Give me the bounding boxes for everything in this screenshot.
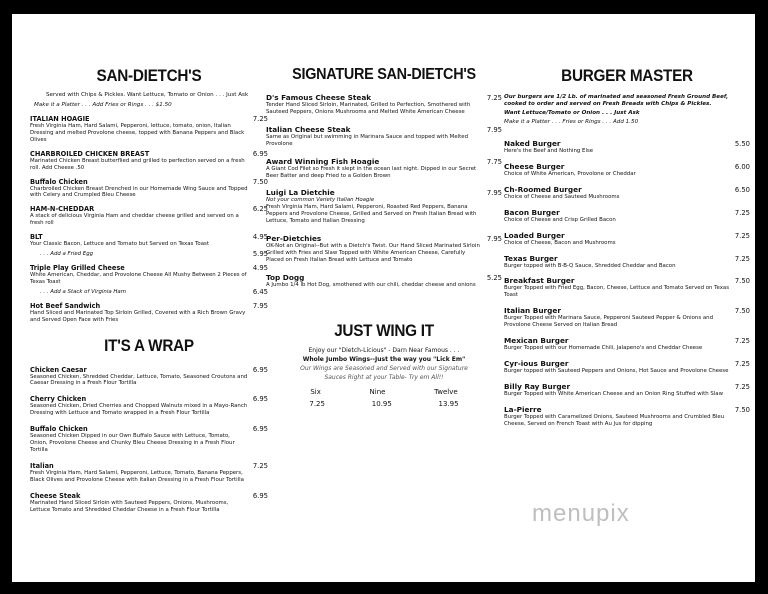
addon-price: 5.95 bbox=[252, 250, 268, 259]
item-name: Top Dogg bbox=[266, 272, 305, 282]
item-name: D's Famous Cheese Steak bbox=[266, 93, 372, 102]
wrap-list bbox=[30, 366, 268, 514]
item-description: Seasoned Chicken, Dried Cherries and Chopped Walnuts mixed in a Mayo-Ranch Dressing with Lettuce and Tomato wrapped in a Fresh Flour Tortilla bbox=[30, 403, 248, 417]
item-description: A Jumbo 1/4 lb Hot Dog, smothered with our chili, cheddar cheese and onions bbox=[266, 281, 476, 288]
item-name: Texas Burger bbox=[504, 253, 558, 263]
menu-item bbox=[266, 274, 502, 289]
item-name: Loaded Burger bbox=[504, 230, 565, 240]
item-price: 7.75 bbox=[486, 157, 502, 166]
item-name: Cheese Steak bbox=[30, 491, 81, 500]
item-description: Marinated Chicken Breast butterflied and grilled to perfection served on a fresh roll. Add Cheese .50 bbox=[30, 157, 245, 171]
item-price: 6.95 bbox=[252, 425, 268, 434]
item-price: 7.50 bbox=[734, 277, 750, 286]
item-description: OK-Not an Original--But with a Dietch's Twist. Our Hand Sliced Marinated Sirloin Grilled with Fries and Slaw Topped with White American Cheese, Carefully Placed on Fresh Italian Bread with Lettuce and Tomato bbox=[266, 243, 480, 263]
item-name: Buffalo Chicken bbox=[30, 425, 88, 434]
item-description: Burger Topped with Fried Egg, Bacon, Cheese, Lettuce and Tomato Served on Texas Toast bbox=[504, 285, 730, 299]
item-price: 7.25 bbox=[252, 115, 268, 123]
item-name: Bacon Burger bbox=[504, 207, 560, 217]
item-name: Cyr-ious Burger bbox=[504, 358, 569, 368]
item-description: Your Classic Bacon, Lettuce and Tomato but Served on Texas Toast bbox=[30, 241, 209, 248]
signature-list bbox=[266, 94, 502, 289]
san-dietchs-list bbox=[30, 115, 268, 324]
item-subtitle: Not your common Variety Italian Hoagie bbox=[266, 197, 375, 204]
item-price: 7.50 bbox=[734, 405, 750, 414]
item-description: Seasoned Chicken, Shredded Cheddar, Lettuce, Tomato, Seasoned Croutons and Caesar Dressing in a Fresh Flour Tortilla bbox=[30, 373, 248, 387]
item-description: Fresh Virginia Ham, Hard Salami, Pepperoni, Roasted Red Peppers, Banana Peppers and Provolone Cheese, Grilled and Served on Fresh Italian Bread with Lettuce, Tomato and Italian Dressing bbox=[266, 204, 477, 225]
item-name: Italian Cheese Steak bbox=[266, 124, 351, 134]
column-middle bbox=[266, 14, 502, 408]
wings-line2: Whole Jumbo Wings--Just the way you "Lick Em" bbox=[302, 355, 466, 363]
item-price: 6.00 bbox=[734, 162, 750, 171]
wing-size-labels bbox=[286, 388, 482, 396]
menu-item bbox=[504, 140, 750, 155]
item-description: White American, Cheddar, and Provolone Cheese All Mushy Between 2 Pieces of Texas Toast bbox=[30, 271, 247, 285]
item-name: Italian bbox=[30, 461, 54, 470]
menu-item bbox=[504, 360, 750, 375]
item-name: Chicken Caesar bbox=[30, 365, 87, 374]
wings-line4: Sauces Right at your Table- Try em All!! bbox=[324, 373, 444, 381]
item-price: 4.95 bbox=[252, 263, 268, 272]
menu-item bbox=[266, 94, 502, 116]
menu-item bbox=[504, 383, 750, 398]
item-price: 7.25 bbox=[734, 254, 750, 263]
item-description: A Giant Cod Filet so Fresh it slept in the ocean last night. Dipped in our Secret Beer Batter and deep Fried to a Golden Brown bbox=[266, 165, 477, 179]
item-price: 6.95 bbox=[252, 365, 268, 374]
menu-item bbox=[266, 126, 502, 148]
item-price: 7.95 bbox=[486, 125, 502, 134]
wings-line1: Enjoy our "Dietch-Licious" - Darn Near Famous . . . bbox=[308, 346, 460, 354]
item-name: Luigi La Dietchie bbox=[266, 188, 335, 198]
item-description: Fresh Virginia Ham, Hard Salami, Pepperoni, Lettuce, Tomato, Banana Peppers, Black Olives and Provolone Cheese with Italian Dressing in a Fresh Flour Tortilla bbox=[30, 469, 244, 483]
addon-label: . . . Add a Stack of Virginia Ham bbox=[40, 288, 126, 295]
menu-item bbox=[504, 163, 750, 178]
item-description: Burger topped with Sauteed Peppers and Onions, Hot Sauce and Provolone Cheese bbox=[504, 367, 729, 374]
signature-title: SIGNATURE SAN-DIETCH'S bbox=[292, 66, 476, 83]
item-description: Choice of Cheese and Crisp Grilled Bacon bbox=[504, 216, 616, 223]
item-price: 7.25 bbox=[734, 337, 750, 346]
menu-item bbox=[30, 178, 268, 200]
column-left bbox=[30, 14, 268, 521]
wings-line3: Our Wings are Seasoned and Served with our Signature bbox=[300, 364, 468, 372]
item-description: Burger Topped with Caramelized Onions, Sauteed Mushrooms and Crumbled Bleu Cheese, Served on French Toast with Au Jus for dipping bbox=[504, 413, 725, 427]
item-name: Triple Play Grilled Cheese bbox=[30, 263, 125, 272]
item-name: Ch-Roomed Burger bbox=[504, 184, 582, 194]
item-price: 6.95 bbox=[252, 491, 268, 500]
burger-intro: Our burgers are 1/2 Lb. of marinated and seasoned Fresh Ground Beef, cooked to order and served on Fresh Breads with Chips & Pickles. bbox=[504, 94, 729, 107]
item-description: Choice of Cheese and Sauteed Mushrooms bbox=[504, 193, 620, 200]
san-dietchs-title: SAN-DIETCH'S bbox=[96, 66, 202, 85]
item-description: Tender Hand Sliced Sirloin, Marinated, Grilled to Perfection, Smothered with Sauteed Peppers, Onions Mushrooms and Melted White American Cheese bbox=[266, 102, 471, 115]
item-name: HAM-N-CHEDDAR bbox=[30, 205, 95, 214]
wings-title: JUST WING IT bbox=[334, 320, 434, 340]
item-description: Fresh Virginia Ham, Hard Salami, Pepperoni, lettuce, tomato, onion, Italian Dressing and melted Provolone cheese, topped with Banana Peppers and Black Olives bbox=[30, 123, 245, 143]
menu-item bbox=[30, 264, 268, 296]
item-price: 7.95 bbox=[252, 301, 268, 310]
burger-want: Want Lettuce/Tomato or Onion . . . Just Ask bbox=[504, 110, 640, 116]
item-name: BLT bbox=[30, 233, 43, 242]
addon-label: . . . Add a Fried Egg bbox=[40, 251, 94, 258]
item-price: 5.50 bbox=[734, 140, 750, 148]
menu-item bbox=[504, 307, 750, 329]
item-description: Choice of White American, Provolone or Cheddar bbox=[504, 170, 636, 177]
burger-title: BURGER MASTER bbox=[561, 66, 693, 85]
item-price: 6.25 bbox=[252, 205, 268, 214]
wings-sizes bbox=[266, 388, 502, 408]
wrap-title: IT'S A WRAP bbox=[104, 335, 194, 355]
item-description: A stack of delicious Virginia Ham and cheddar cheese grilled and served on a fresh roll bbox=[30, 213, 239, 227]
menu-item bbox=[30, 115, 268, 144]
menu-item bbox=[504, 209, 750, 224]
menu-item bbox=[30, 205, 268, 227]
menu-item bbox=[30, 492, 268, 514]
wing-size-prices bbox=[286, 400, 482, 408]
menu-item bbox=[30, 150, 268, 172]
item-description: Choice of Cheese, Bacon and Mushrooms bbox=[504, 239, 616, 246]
item-name: Cheese Burger bbox=[504, 161, 565, 171]
item-name: Mexican Burger bbox=[504, 336, 569, 346]
item-name: Billy Ray Burger bbox=[504, 381, 571, 391]
wing-size-label: Twelve bbox=[434, 387, 458, 396]
item-description: Seasoned Chicken Dipped in our Own Buffalo Sauce with Lettuce, Tomato, Onion, Provolone Cheese and Chunky Bleu Cheese Dressing in a Fresh Flour Tortilla bbox=[30, 433, 235, 453]
wing-size-price: 10.95 bbox=[371, 399, 392, 408]
menu-item bbox=[504, 337, 750, 352]
item-description: Burger Topped with White American Cheese and an Onion Ring Stuffed with Slaw bbox=[504, 390, 723, 397]
item-addon bbox=[30, 251, 268, 258]
item-name: Buffalo Chicken bbox=[30, 177, 88, 186]
item-name: Per-Dietchies bbox=[266, 234, 322, 244]
item-price: 7.25 bbox=[734, 382, 750, 391]
item-price: 6.95 bbox=[252, 395, 268, 404]
item-name: CHARBROILED CHICKEN BREAST bbox=[30, 149, 150, 158]
item-name: Naked Burger bbox=[504, 139, 561, 148]
menu-item bbox=[504, 186, 750, 201]
addon-price: 6.45 bbox=[252, 287, 268, 296]
burger-platter: Make it a Platter . . . Fries or Rings . . . Add 1.50 bbox=[504, 119, 639, 125]
menu-item bbox=[30, 366, 268, 388]
item-name: Cherry Chicken bbox=[30, 395, 87, 404]
item-name: ITALIAN HOAGIE bbox=[30, 115, 90, 123]
menu-item bbox=[266, 235, 502, 264]
item-description: Marinated Hand Sliced Sirloin with Sauteed Peppers, Onions, Mushrooms, Lettuce Tomato and Shredded Cheddar Cheese in a Fresh Flour Tortilla bbox=[30, 499, 229, 513]
menu-item bbox=[504, 406, 750, 428]
item-name: Breakfast Burger bbox=[504, 276, 575, 286]
wing-size-label: Nine bbox=[369, 387, 386, 396]
item-description: Hand Sliced and Marinated Top Sirloin Grilled, Covered with a Rich Brown Gravy and Served Open Face with Fries bbox=[30, 309, 246, 323]
item-description: Burger Topped with our Homemade Chili, Jalapeno's and Cheddar Cheese bbox=[504, 345, 703, 352]
item-name: La-Pierre bbox=[504, 404, 542, 414]
item-description: Burger topped with B-B-Q Sauce, Shredded Cheddar and Bacon bbox=[504, 262, 676, 269]
item-name: Hot Beef Sandwich bbox=[30, 301, 101, 310]
item-price: 6.50 bbox=[734, 185, 750, 194]
watermark-logo: menupix bbox=[532, 500, 630, 527]
menu-item bbox=[30, 425, 268, 454]
item-price: 7.25 bbox=[734, 359, 750, 368]
item-price: 7.25 bbox=[486, 94, 502, 102]
menu-item bbox=[504, 232, 750, 247]
wing-size-price: 7.25 bbox=[309, 399, 325, 408]
wing-size-price: 13.95 bbox=[438, 399, 459, 408]
item-name: Award Winning Fish Hoagie bbox=[266, 156, 380, 166]
item-price: 6.95 bbox=[252, 149, 268, 158]
menu-item bbox=[30, 395, 268, 417]
item-addon bbox=[30, 289, 268, 296]
menu-item bbox=[266, 189, 502, 225]
item-price: 7.95 bbox=[486, 235, 502, 244]
item-price: 7.25 bbox=[734, 208, 750, 217]
item-description: Charbroiled Chicken Breast Drenched in our Homemade Wing Sauce and Topped with Celery and Crumpled Bleu Cheese bbox=[30, 185, 248, 199]
san-dietchs-intro: Served with Chips & Pickles. Want Lettuce, Tomato or Onion . . . Just Ask bbox=[46, 92, 249, 98]
menu-item bbox=[30, 462, 268, 484]
item-description: Same as Original but swimming in Marinara Sauce and topped with Melted Provolone bbox=[266, 133, 468, 147]
menu-item bbox=[266, 158, 502, 180]
menu-item bbox=[30, 302, 268, 324]
menu-sheet bbox=[12, 14, 755, 582]
item-price: 7.25 bbox=[252, 461, 268, 470]
menu-item bbox=[504, 277, 750, 299]
menu-item bbox=[504, 255, 750, 270]
item-price: 4.95 bbox=[252, 233, 268, 242]
item-description: Burger Topped with Marinara Sauce, Pepperoni Sauteed Pepper & Onions and Provolone Cheese Served on Italian Bread bbox=[504, 315, 713, 329]
item-price: 7.50 bbox=[734, 307, 750, 316]
column-right bbox=[504, 14, 750, 436]
item-price: 7.50 bbox=[252, 177, 268, 186]
item-price: 5.25 bbox=[486, 273, 502, 282]
burger-list bbox=[504, 140, 750, 428]
item-price: 7.25 bbox=[734, 231, 750, 240]
item-price: 7.95 bbox=[486, 189, 502, 198]
wing-size-label: Six bbox=[310, 387, 321, 396]
item-description: Here's the Beef and Nothing Else bbox=[504, 148, 594, 154]
san-dietchs-platter: Make it a Platter . . . Add Fries or Rings . . . $1.50 bbox=[34, 102, 172, 108]
wings-info bbox=[266, 346, 502, 382]
item-name: Italian Burger bbox=[504, 306, 561, 316]
menu-item bbox=[30, 233, 268, 258]
